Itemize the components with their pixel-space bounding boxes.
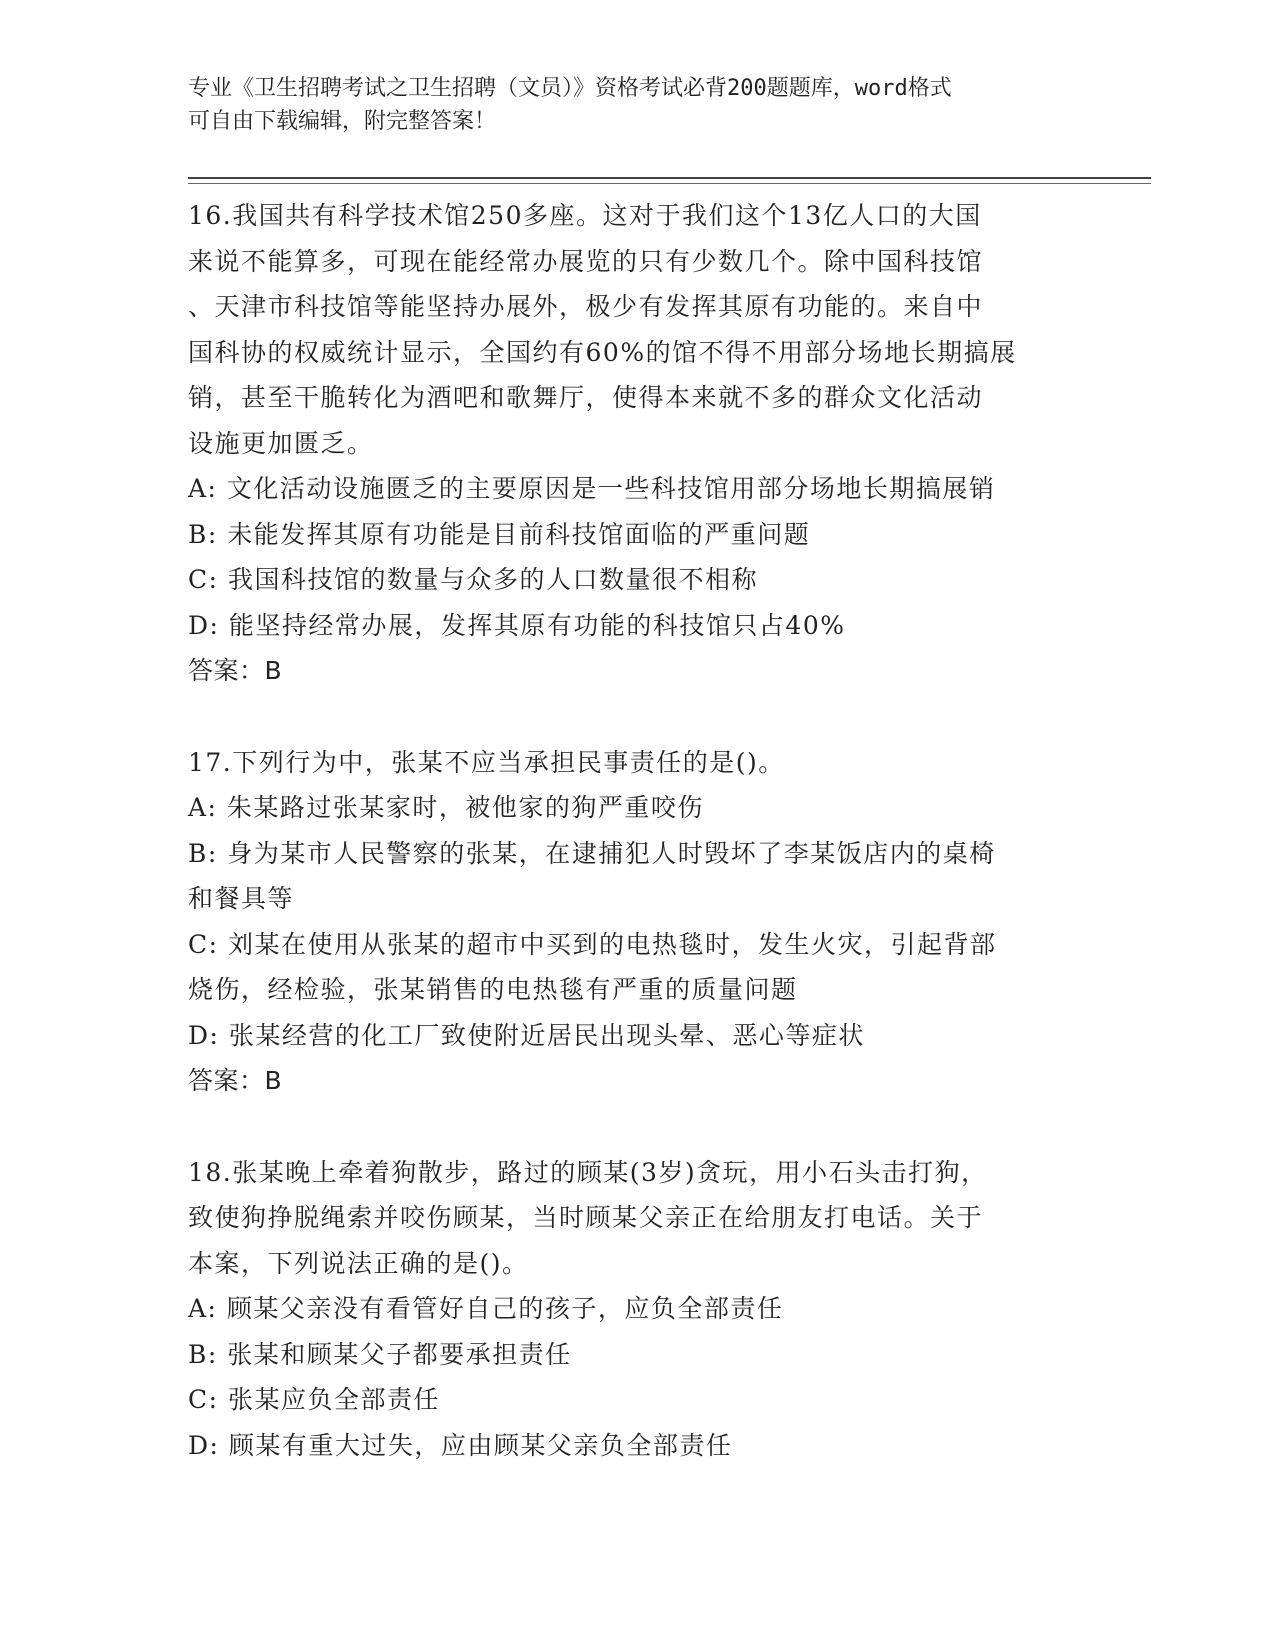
answer-line: 答案：B	[188, 1066, 283, 1095]
header-rule-thin	[188, 183, 1151, 184]
option-a: A: 文化活动设施匮乏的主要原因是一些科技馆用部分场地长期搞展销	[188, 474, 996, 503]
option-b: B: 身为某市人民警察的张某，在逮捕犯人时毁坏了李某饭店内的桌椅	[188, 838, 996, 868]
question-stem-line: 销，甚至干脆转化为酒吧和歌舞厅，使得本来就不多的群众文化活动	[188, 383, 984, 412]
document-header	[188, 72, 1068, 138]
question-stem-line: 国科协的权威统计显示，全国约有60%的馆不得不用部分场地长期搞展	[188, 337, 1017, 367]
option-d: D: 张某经营的化工厂致使附近居民出现头晕、恶心等症状	[188, 1020, 865, 1050]
question-stem-line: 18.张某晚上牵着狗散步，路过的顾某(3岁)贪玩，用小石头击打狗，	[188, 1157, 988, 1187]
option-d: D: 顾某有重大过失，应由顾某父亲负全部责任	[188, 1430, 733, 1460]
question-spacer	[188, 694, 1088, 740]
option-d: D: 能坚持经常办展，发挥其原有功能的科技馆只占40%	[188, 610, 846, 640]
question-stem-line: 17.下列行为中，张某不应当承担民事责任的是()。	[188, 747, 785, 777]
option-c-continued: 烧伤，经检验，张某销售的电热毯有严重的质量问题	[188, 975, 798, 1004]
option-b: B: 未能发挥其原有功能是目前科技馆面临的严重问题	[188, 519, 811, 549]
option-b: B: 张某和顾某父子都要承担责任	[188, 1339, 572, 1369]
question-stem-line: 本案，下列说法正确的是()。	[188, 1248, 529, 1278]
option-c: C: 张某应负全部责任	[188, 1385, 440, 1414]
header-rule-thick	[188, 177, 1151, 179]
answer-line: 答案：B	[188, 656, 283, 685]
question-16	[188, 193, 1088, 694]
option-a: A: 顾某父亲没有看管好自己的孩子，应负全部责任	[188, 1294, 784, 1323]
question-list	[188, 193, 1088, 1468]
question-stem-line: 来说不能算多，可现在能经常办展览的只有少数几个。除中国科技馆	[188, 246, 984, 276]
question-17	[188, 740, 1088, 1104]
option-a: A: 朱某路过张某家时，被他家的狗严重咬伤	[188, 793, 704, 822]
question-18	[188, 1150, 1088, 1469]
question-stem-line: 16.我国共有科学技术馆250多座。这对于我们这个13亿人口的大国	[188, 201, 982, 230]
header-line-1: 专业《卫生招聘考试之卫生招聘（文员）》资格考试必背200题题库，word格式	[188, 76, 952, 101]
question-stem-line: 致使狗挣脱绳索并咬伤顾某，当时顾某父亲正在给朋友打电话。关于	[188, 1203, 984, 1232]
question-stem-line: 设施更加匮乏。	[188, 428, 374, 458]
question-spacer	[188, 1104, 1088, 1150]
question-stem-line: 、天津市科技馆等能坚持办展外，极少有发挥其原有功能的。来自中	[188, 292, 984, 321]
option-b-continued: 和餐具等	[188, 884, 295, 913]
header-line-2: 可自由下载编辑，附完整答案！	[188, 109, 497, 134]
option-c: C: 刘某在使用从张某的超市中买到的电热毯时，发生火灾，引起背部	[188, 929, 997, 959]
option-c: C: 我国科技馆的数量与众多的人口数量很不相称	[188, 565, 758, 594]
